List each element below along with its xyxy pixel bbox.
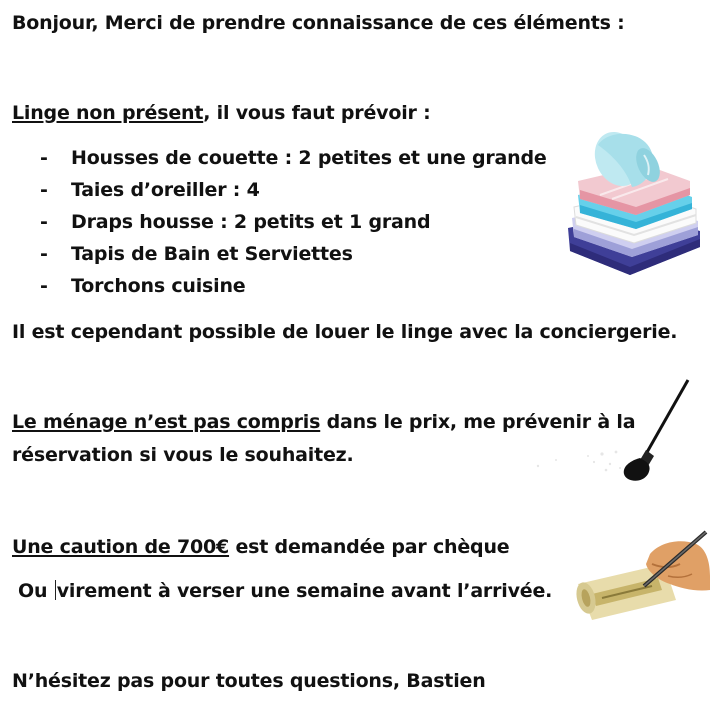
- deposit-line-1: [12, 535, 509, 559]
- deposit-title: Une caution de 700€: [12, 536, 230, 558]
- linen-rental-note: Il est cependant possible de louer le linge avec la conciergerie.: [12, 321, 678, 343]
- list-bullet: -: [40, 243, 48, 265]
- paint-brush-icon: [530, 374, 700, 486]
- deposit-rest: est demandée par chèque: [229, 536, 510, 558]
- closing-line: N’hésitez pas pour toutes questions, Bastien: [12, 670, 486, 692]
- greeting-line: Bonjour, Merci de prendre connaissance de ces éléments :: [12, 12, 625, 34]
- list-item: [40, 178, 547, 210]
- list-item-text: Torchons cuisine: [71, 275, 246, 297]
- deposit-line-2-a: Ou: [18, 580, 54, 602]
- list-bullet: -: [40, 179, 48, 201]
- linen-heading-rest: , il vous faut prévoir :: [203, 102, 431, 124]
- deposit-line-2-b: virement à verser une semaine avant l’arrivée.: [56, 580, 553, 602]
- list-item: [40, 210, 547, 242]
- list-item: [40, 146, 547, 178]
- cleaning-title: Le ménage n’est pas compris: [12, 411, 321, 433]
- list-item: [40, 274, 547, 306]
- linen-heading: [12, 101, 431, 125]
- cleaning-line-2: réservation si vous le souhaitez.: [12, 444, 354, 466]
- linen-heading-title: Linge non présent: [12, 102, 204, 124]
- list-bullet: -: [40, 275, 48, 297]
- text-cursor: [55, 580, 56, 600]
- list-item-text: Taies d’oreiller : 4: [71, 179, 260, 201]
- deposit-line-2: [18, 579, 552, 603]
- folded-linen-icon: [560, 125, 710, 285]
- list-item-text: Housses de couette : 2 petites et une grande: [71, 147, 547, 169]
- list-item-text: Draps housse : 2 petits et 1 grand: [71, 211, 431, 233]
- list-item: [40, 242, 547, 274]
- list-bullet: -: [40, 147, 48, 169]
- linen-list: [40, 146, 547, 306]
- cleaning-rest: dans le prix, me prévenir à la: [320, 411, 636, 433]
- cheque-signing-icon: [572, 528, 712, 628]
- list-item-text: Tapis de Bain et Serviettes: [71, 243, 353, 265]
- list-bullet: -: [40, 211, 48, 233]
